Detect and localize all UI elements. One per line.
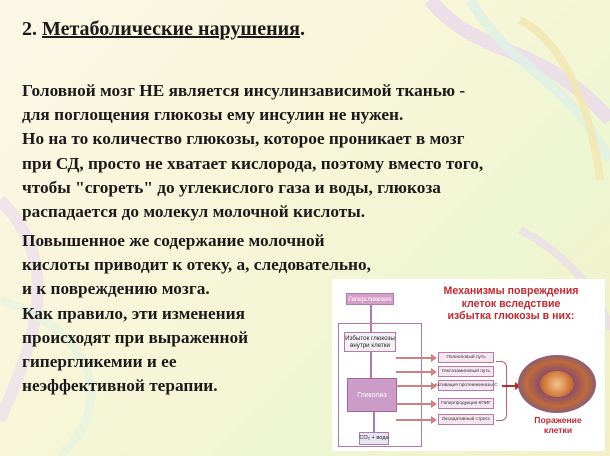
slide-title [22,18,305,41]
text-line: гипергликемии и ее [22,352,177,372]
text-line: при СД, просто не хватает кислорода, поэтому вместо того, [22,153,484,173]
text-line: Но на то количество глюкозы, которое проникает в мозг [22,129,465,149]
connector-line [370,352,372,378]
title-number: 2. [22,18,42,40]
pathway-protein-kinase-c: Активация протеинкиназы С [438,380,494,391]
glycolysis-box: Гликолиз [347,378,397,412]
pathway-polyol: Полиоловый путь [438,352,494,363]
pathway-oxidative-stress: Оксидативный стресс [438,414,494,425]
text-line: чтобы "сгореть" до углекислого газа и воды, глюкоза [22,177,441,197]
text-line: кислоты приводит к отеку, а, следовательно, [22,255,371,275]
title-text: Метаболические нарушения [42,18,300,40]
title-period: . [300,18,305,40]
text-line: для поглощения глюкозы ему инсулин не нужен. [22,105,404,125]
cell-damage-line: клетки [543,425,573,435]
text-line: происходят при выраженной [22,327,249,347]
diagram-title-line: избытка глюкозы в них: [447,310,575,323]
text-line: Головной мозг НЕ является инсулинзависимой тканью - [22,81,466,100]
paragraph-insulin-independence [22,79,483,224]
text-line: распадается до молекул молочной кислоты. [22,202,366,222]
hyperglycemia-box: Гипергликемия [346,293,394,305]
diagram-title-line: клеток вследствие [461,297,561,310]
damage-arrow [502,385,516,387]
text-line: неэффективной терапии. [22,376,218,396]
excess-glucose-line: Избыток глюкозы [345,335,395,342]
pathway-arrow [396,419,432,421]
co2-water-box: CO₂ + вода [359,432,389,445]
pathway-age-overproduction: Гиперпродукция КПИГ [438,398,494,409]
cell-damage-line: Поражение [534,415,582,425]
paragraph-lactic-acid [22,229,371,398]
excess-glucose-box [344,332,396,352]
pathway-arrow [396,357,432,359]
connector-line [370,305,372,332]
cell-damage-label [520,415,596,435]
connector-line [373,412,375,432]
pathway-arrow [396,403,432,405]
diagram-title [420,285,602,323]
text-line: и к повреждению мозга. [22,279,210,299]
pathway-hexosamine: Гексозаминовый путь [438,366,494,377]
diagram-title-line: Механизмы повреждения [443,285,579,297]
pathway-arrow [396,371,432,373]
text-line: Повышенное же содержание молочной [22,231,325,250]
pathway-arrow [396,385,432,387]
cell-nucleus-image [540,371,574,397]
text-line: Как правило, эти изменения [22,303,245,323]
excess-glucose-line: внутри клетки [350,342,390,349]
cell-damage-diagram [332,279,605,451]
pathways-brace [496,361,507,421]
